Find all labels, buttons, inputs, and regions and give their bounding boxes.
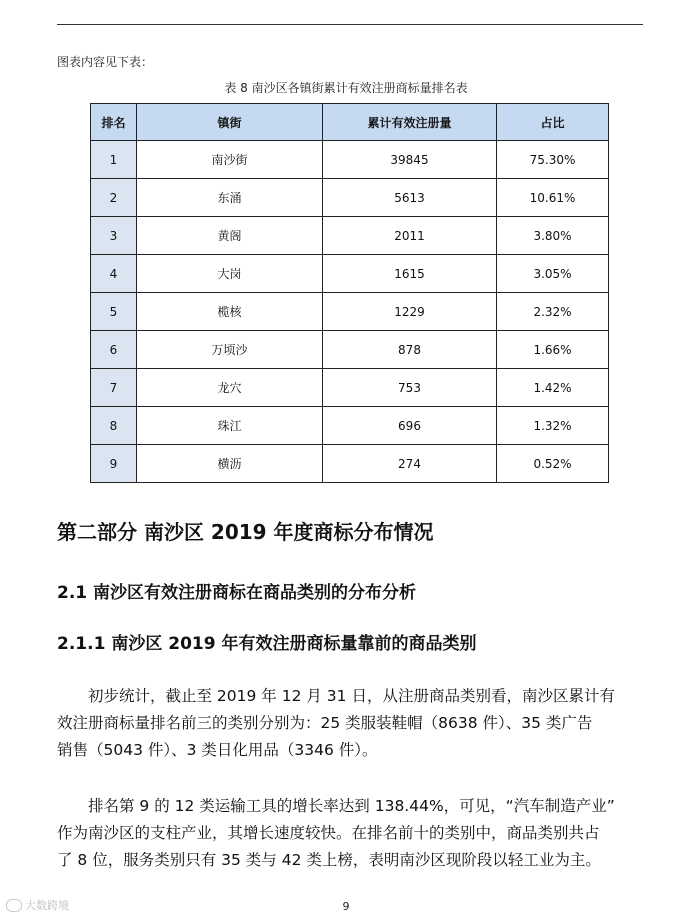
paragraph-line: 效注册商标量排名前三的类别分别为：25 类服装鞋帽（8638 件）、35 类广告 [57,714,593,732]
cell-rank: 1 [91,141,137,179]
header-town: 镇街 [137,104,323,141]
cell-town: 横沥 [137,445,323,483]
cell-count: 274 [323,445,497,483]
table-row [91,141,609,179]
section-heading: 第二部分 南沙区 2019 年度商标分布情况 [57,520,434,544]
cell-town: 珠江 [137,407,323,445]
table-row [91,255,609,293]
cell-rank: 7 [91,369,137,407]
ranking-table [90,103,609,483]
subsubsection-heading: 2.1.1 南沙区 2019 年有效注册商标量靠前的商品类别 [57,634,477,654]
cell-town: 黄阁 [137,217,323,255]
cell-share: 3.80% [497,217,609,255]
watermark-text: 大数跨境 [25,899,69,912]
table-row [91,407,609,445]
header-count: 累计有效注册量 [323,104,497,141]
table-row [91,179,609,217]
cell-share: 1.42% [497,369,609,407]
cell-share: 1.66% [497,331,609,369]
cell-rank: 6 [91,331,137,369]
cell-rank: 2 [91,179,137,217]
cell-share: 0.52% [497,445,609,483]
cell-count: 1229 [323,293,497,331]
page-number: 9 [342,900,350,913]
header-share: 占比 [497,104,609,141]
cell-town: 大岗 [137,255,323,293]
cell-count: 39845 [323,141,497,179]
table-header-row [91,104,609,141]
table-row [91,331,609,369]
cell-share: 75.30% [497,141,609,179]
cell-count: 1615 [323,255,497,293]
paragraph-line: 销售（5043 件）、3 类日化用品（3346 件）。 [57,741,378,759]
table-row [91,445,609,483]
cell-town: 南沙街 [137,141,323,179]
paragraph-stats [57,683,643,764]
cell-count: 878 [323,331,497,369]
cell-share: 10.61% [497,179,609,217]
cell-town: 龙穴 [137,369,323,407]
paragraph-line: 排名第 9 的 12 类运输工具的增长率达到 138.44%，可见，“汽车制造产业” [88,797,615,815]
table-row [91,293,609,331]
paragraph-line: 初步统计，截止至 2019 年 12 月 31 日，从注册商品类别看，南沙区累计有 [88,687,615,705]
cell-town: 榄核 [137,293,323,331]
subsection-heading: 2.1 南沙区有效注册商标在商品类别的分布分析 [57,583,417,603]
header-rule [57,24,643,25]
intro-text: 图表内容见下表： [57,55,154,69]
cell-share: 3.05% [497,255,609,293]
cell-town: 万顷沙 [137,331,323,369]
table-caption: 表 8 南沙区各镇街累计有效注册商标量排名表 [224,81,468,95]
cell-rank: 8 [91,407,137,445]
table-row [91,217,609,255]
cell-rank: 5 [91,293,137,331]
paragraph-line: 作为南沙区的支柱产业，其增长速度较快。在排名前十的类别中，商品类别共占 [57,824,600,842]
cell-count: 753 [323,369,497,407]
paragraph-line: 了 8 位，服务类别只有 35 类与 42 类上榜，表明南沙区现阶段以轻工业为主。 [57,851,601,869]
cell-rank: 3 [91,217,137,255]
cell-share: 2.32% [497,293,609,331]
cell-count: 696 [323,407,497,445]
paragraph-growth [57,793,643,874]
cell-rank: 4 [91,255,137,293]
cell-count: 5613 [323,179,497,217]
header-rank: 排名 [91,104,137,141]
cell-share: 1.32% [497,407,609,445]
cell-town: 东涌 [137,179,323,217]
table-row [91,369,609,407]
cell-count: 2011 [323,217,497,255]
cell-rank: 9 [91,445,137,483]
